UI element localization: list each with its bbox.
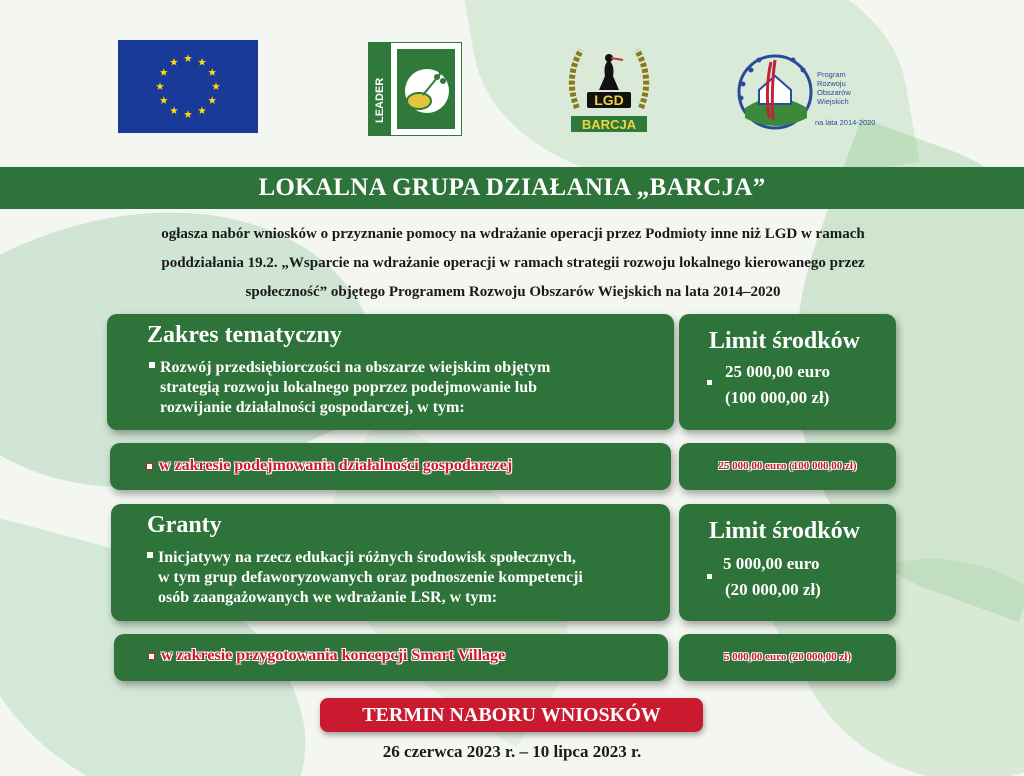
section1-sub-text: w zakresie podejmowania działalności gospodarczej [159, 457, 513, 474]
section1-sub-limit-box [679, 443, 896, 490]
section2-limit-box [679, 504, 896, 621]
section2-sub-limit: 5 000,00 euro (20 000,00 zł) [723, 651, 852, 663]
recruitment-dates: 26 czerwca 2023 r. – 10 lipca 2023 r. [382, 742, 642, 761]
section2-limit-euro: 5 000,00 euro [723, 554, 820, 573]
bullet-icon [147, 552, 153, 558]
prow-logo-text: Program Rozwoju Obszarów Wiejskich [817, 70, 851, 106]
section2-box [111, 504, 670, 621]
prow-years: na lata 2014-2020 [815, 118, 876, 127]
leader-logo [368, 42, 462, 136]
svg-text:BARCJA: BARCJA [581, 117, 637, 132]
section1-box [107, 314, 674, 430]
section2-sub-box [114, 634, 668, 681]
bullet-red-icon [148, 653, 155, 660]
intro-text: ogłasza nabór wniosków o przyznanie pomocy na wdrażanie operacji przez Podmioty inne niż LGD w ramach poddziałania 19.2. „Wsparcie na wdrażanie operacji w ramach strategii rozwoju lokalnego kierowanego przez społeczność” objętego Programem Rozwoju Obszarów Wiejskich na lata 2014–2020 [161, 226, 865, 300]
bullet-icon [707, 574, 712, 579]
section1-heading: Zakres tematyczny [147, 322, 342, 348]
eu-star-icon [212, 82, 220, 90]
prow-logo [735, 48, 905, 134]
section1-limit-euro: 25 000,00 euro [725, 362, 830, 381]
eu-star-icon [208, 96, 216, 104]
section2-sub-text: w zakresie przygotowania koncepcji Smart Village [161, 647, 506, 664]
section1-limit-box [679, 314, 896, 430]
eu-star-icon [198, 58, 206, 66]
eu-star-icon [170, 58, 178, 66]
bullet-icon [149, 362, 155, 368]
section1-sub-limit: 25 000,00 euro (100 000,00 zł) [718, 460, 857, 472]
section1-limit-heading: Limit środków [709, 328, 860, 354]
section2-description: Inicjatywy na rzecz edukacji różnych środowisk społecznych, w tym grup defaworyzowanych oraz podnoszenie kompetencji osób zaangażowanych we wdrażanie LSR, w tym: [147, 548, 583, 608]
eu-star-icon [160, 96, 168, 104]
eu-star-icon [184, 54, 192, 62]
svg-text:LEADER: LEADER [374, 77, 386, 123]
lgd-barcja-logo [563, 38, 655, 134]
bullet-icon [707, 380, 712, 385]
eu-star-icon [156, 82, 164, 90]
page-title: LOKALNA GRUPA DZIAŁANIA „BARCJA” [258, 174, 766, 201]
eu-flag-logo [118, 40, 258, 133]
eu-star-icon [160, 68, 168, 76]
section1-description: Rozwój przedsiębiorczości na obszarze wiejskim objętym strategią rozwoju lokalnego poprzez podejmowanie lub rozwijanie działalności gospodarczej, w tym: [149, 358, 550, 418]
section2-heading: Granty [147, 512, 222, 538]
eu-star-icon [198, 107, 206, 115]
section1-limit-pln: (100 000,00 zł) [725, 388, 830, 407]
eu-star-icon [170, 107, 178, 115]
termin-badge [320, 698, 703, 732]
svg-text:LGD: LGD [594, 92, 624, 108]
section2-limit-heading: Limit środków [709, 518, 860, 544]
section2-sub-limit-box [679, 634, 896, 681]
bullet-red-icon [146, 463, 153, 470]
termin-text: TERMIN NABORU WNIOSKÓW [362, 703, 661, 726]
title-bar [0, 167, 1024, 209]
eu-stars-icon [118, 40, 258, 133]
eu-star-icon [208, 68, 216, 76]
eu-star-icon [184, 110, 192, 118]
section2-limit-pln: (20 000,00 zł) [725, 580, 821, 599]
section1-sub-box [110, 443, 671, 490]
